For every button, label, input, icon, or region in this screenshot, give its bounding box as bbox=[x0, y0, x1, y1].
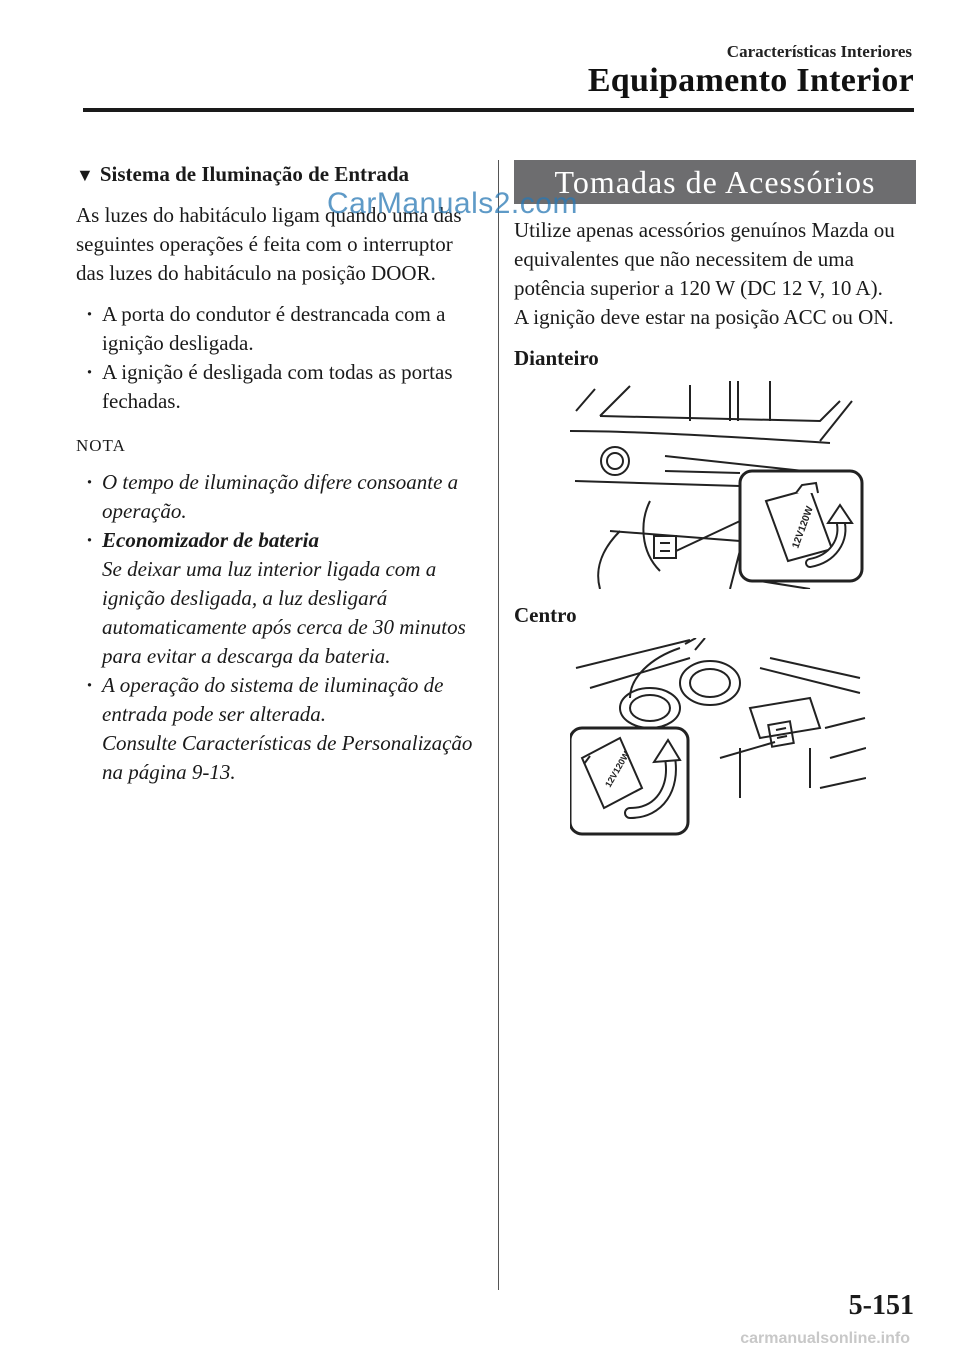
section-banner: Tomadas de Acessórios bbox=[514, 160, 916, 204]
note-title: Economizador de bateria bbox=[102, 528, 320, 552]
note-item: · A operação do sistema de iluminação de entrada pode ser alterada. Consulte Características de Personalização na página 9-13. bbox=[86, 673, 473, 784]
subheading-text: Sistema de Iluminação de Entrada bbox=[99, 162, 410, 186]
note-item: · Economizador de bateria Se deixar uma luz interior ligada com a ignição desligada, a luz desligará automaticamente após cerca de 30 minutos para evitar a descarga da bateria. bbox=[86, 528, 466, 668]
page-title: Equipamento Interior bbox=[587, 62, 914, 99]
intro-paragraph: As luzes do habitáculo ligam quando uma das seguintes operações é feita com o interruptor das luzes do habitáculo na posição DOOR. bbox=[76, 203, 462, 285]
condition-list bbox=[76, 300, 476, 416]
right-column bbox=[514, 160, 916, 838]
bullet-icon: · bbox=[86, 470, 94, 494]
bullet-icon: · bbox=[86, 302, 94, 326]
watermark: CarManuals2.com bbox=[327, 187, 578, 220]
left-column bbox=[76, 158, 476, 787]
bullet-icon: · bbox=[86, 360, 94, 384]
section-heading: Características Interiores bbox=[726, 42, 912, 61]
page-reference: Consulte Características de Personalização na página 9-13. bbox=[102, 731, 473, 784]
note-list bbox=[76, 468, 476, 787]
bullet-icon: · bbox=[86, 673, 94, 697]
figure-label-center: Centro bbox=[514, 603, 577, 627]
socket-cap-label: 12V120W bbox=[790, 504, 816, 551]
triangle-marker-icon: ▼ bbox=[76, 165, 94, 185]
ignition-paragraph: A ignição deve estar na posição ACC ou ON. bbox=[514, 305, 894, 329]
figure-label-front: Dianteiro bbox=[514, 346, 599, 370]
center-socket-figure bbox=[570, 638, 866, 838]
note-item: · O tempo de iluminação difere consoante a operação. bbox=[86, 470, 459, 523]
page-number: 5-151 bbox=[848, 1290, 914, 1321]
list-item: · A porta do condutor é destrancada com a ignição desligada. bbox=[86, 302, 446, 355]
header-rule bbox=[83, 108, 914, 112]
usage-paragraph: Utilize apenas acessórios genuínos Mazda ou equivalentes que não necessitem de uma potência superior a 120 W (DC 12 V, 10 A). bbox=[514, 218, 895, 300]
footer-watermark: carmanualsonline.info bbox=[740, 1330, 910, 1347]
column-divider bbox=[498, 160, 499, 1290]
socket-cap-label: 12V120W bbox=[603, 749, 632, 789]
front-socket-figure bbox=[570, 381, 866, 589]
bullet-icon: · bbox=[86, 528, 94, 552]
note-label: NOTA bbox=[76, 436, 126, 455]
list-item: · A ignição é desligada com todas as portas fechadas. bbox=[86, 360, 453, 413]
